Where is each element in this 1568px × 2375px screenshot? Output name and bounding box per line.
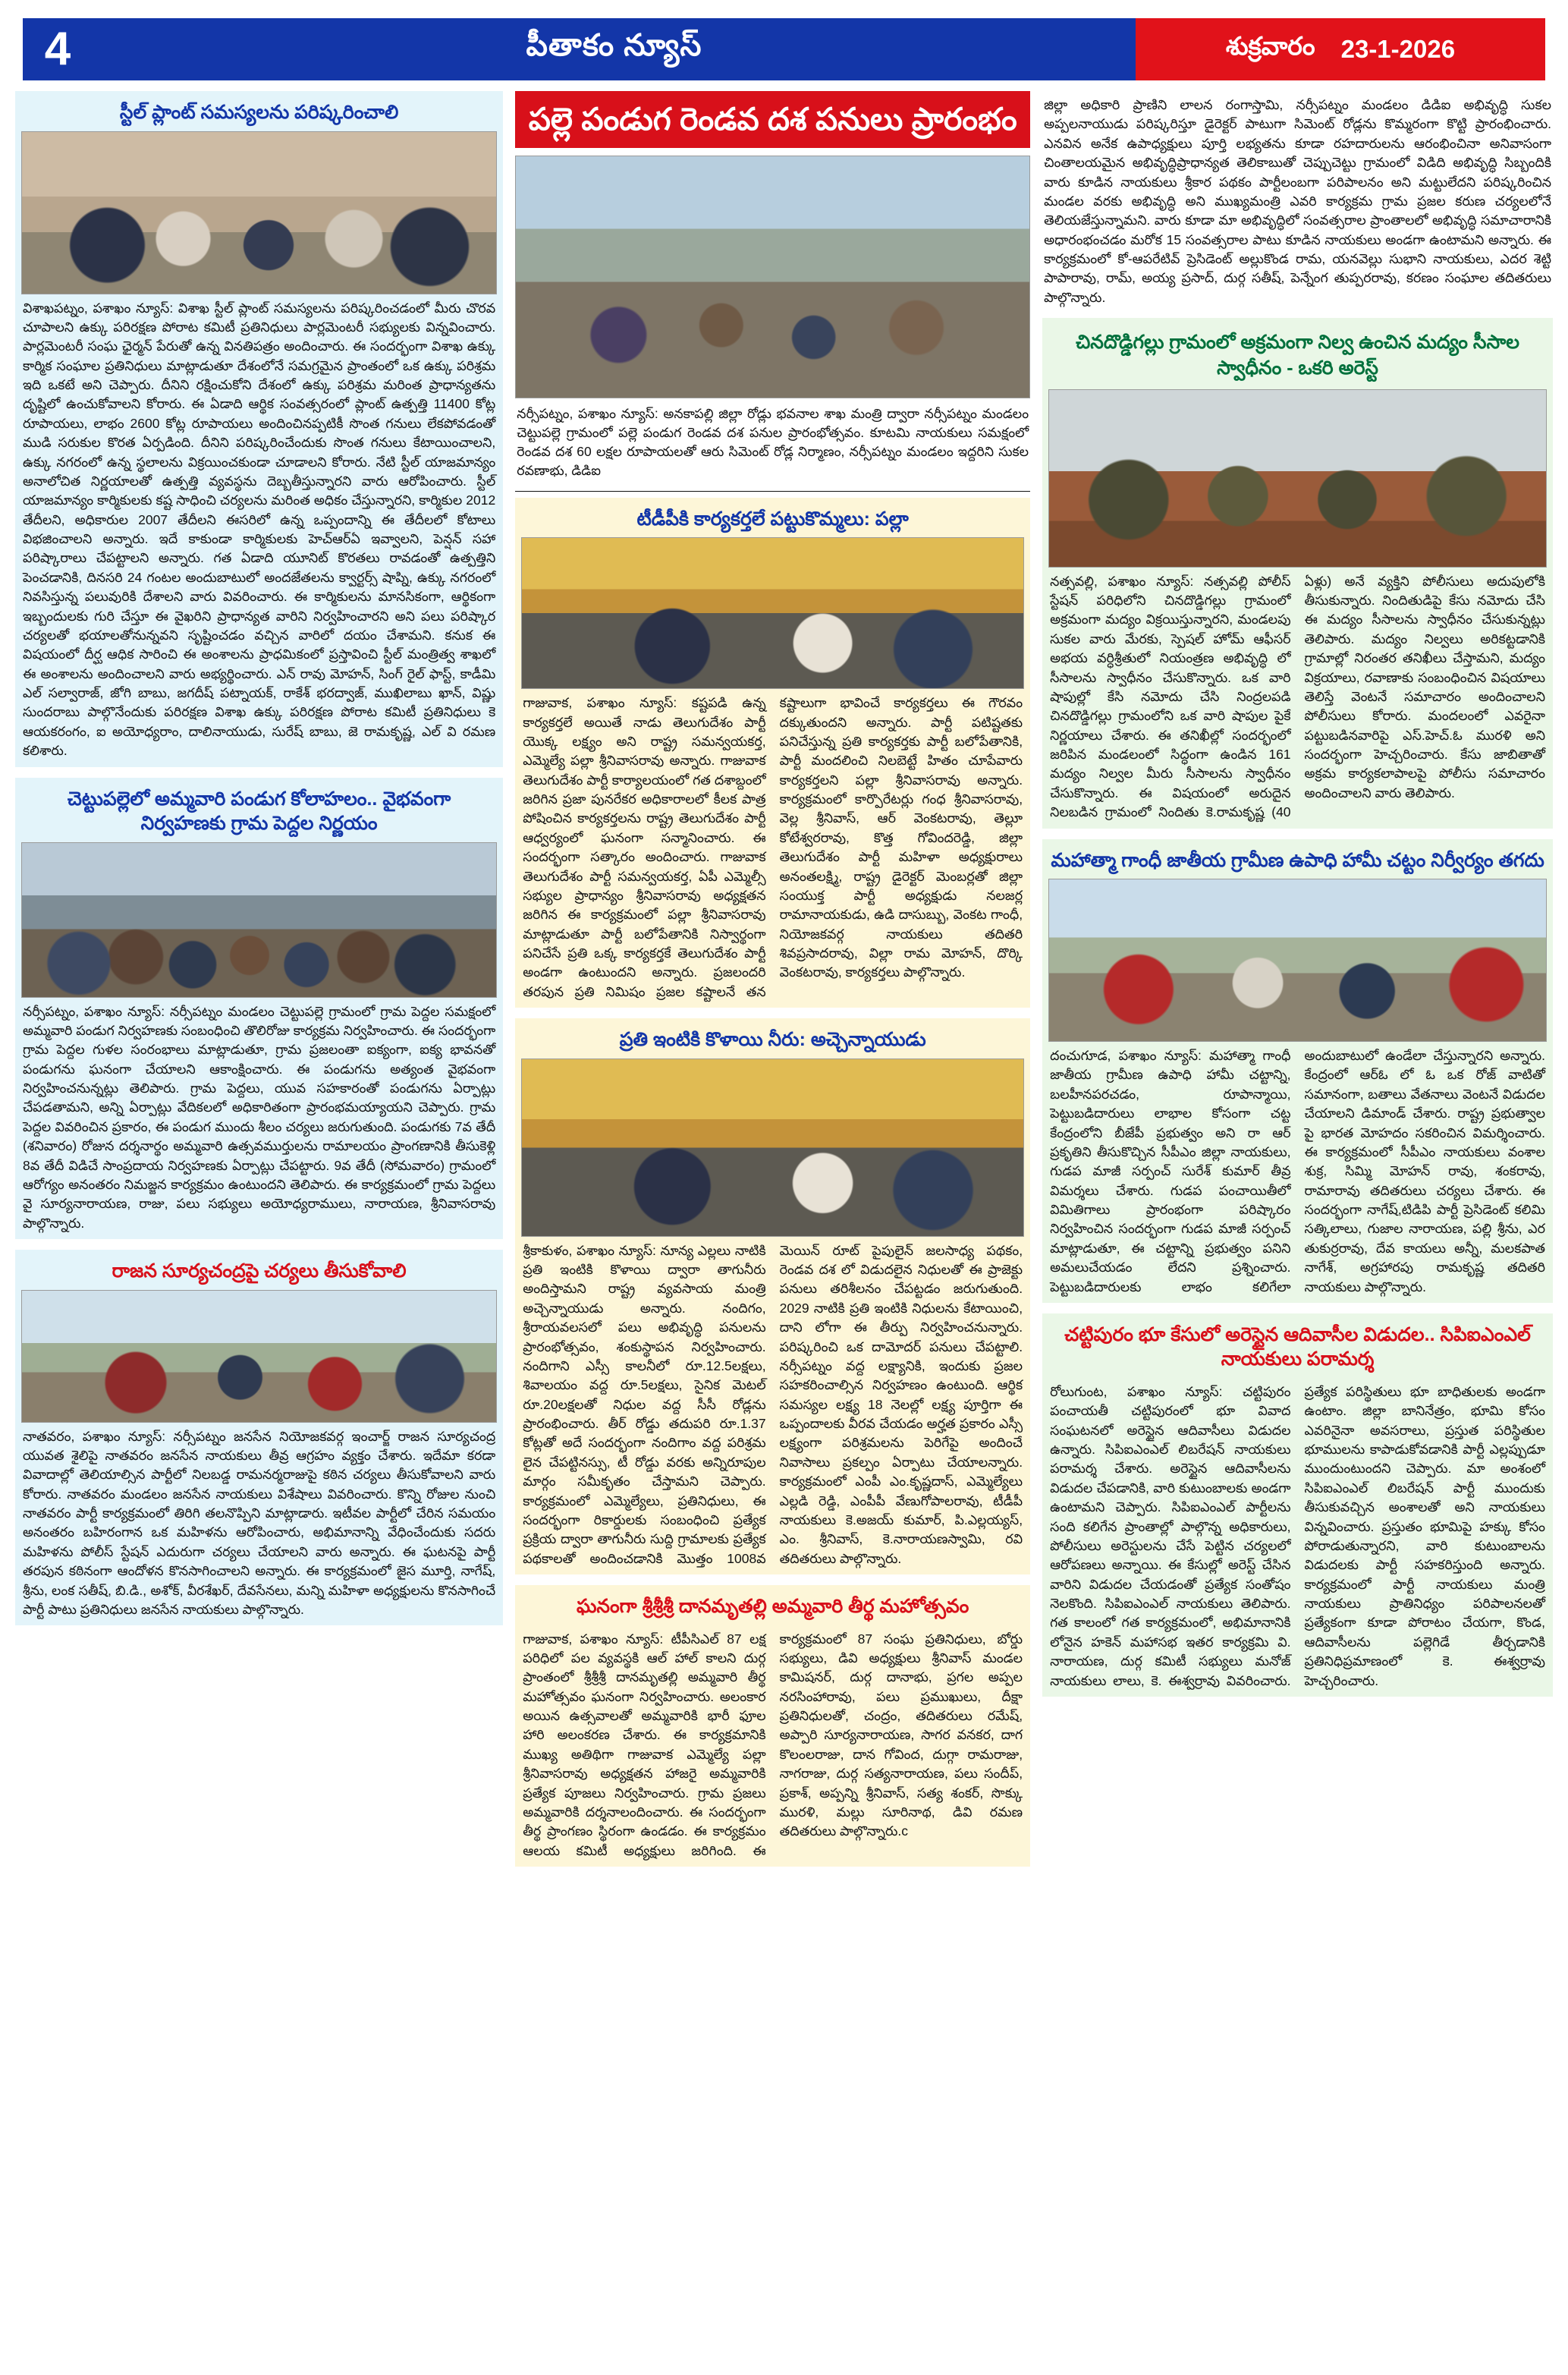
article-body: శ్రీకాకుళం, పశాఖం న్యూస్: నూన్య ఎల్లలు నాటికి ప్రతి ఇంటికి కొళాయి ద్వారా తాగునీరు అందిస్తామని రాష్ట్ర వ్యవసాయ మంత్రి అచ్చెన్నాయుడు అన్నారు. నందిగం, శ్రీరాయవలసలో పలు అభివృద్ధి పనులను ప్రారంభోత్సవం, శంకుస్థాపన నిర్వహించారు. నందిగాని ఎస్సీ కాలనీలో రూ.12.5లక్షలు, శివాలయం వద్ద రూ.5లక్షలు, సైనిక మెటల్ రూ.20లక్షలతో నిధుల వద్ద సీసీ రోడ్లను ప్రారంభించారు. తీర్ రోడ్డు తదుపరి రూ.1.37 కోట్లతో అదే సందర్భంగా నందిగాం వద్ద పరిశ్రమ లైన చేపట్టినస్సు, టీ రోడ్డు వరకు అన్నిరూపుల మార్గం సమీకృతం చేస్తామని చెప్పారు. కార్యక్రమంలో ఎమ్మెల్యేలు, ప్రతినిధులు, ఈ సందర్భంగా రికార్డులకు సంబంధించి ప్రత్యేక ప్రక్రియ ద్వారా తాగునీరు సుద్ది గ్రామాలకు ప్రత్యేక పథకాలతో అందించడానికి మొత్తం 1008వ మెయిన్ రూట్ పైపులైన్ జలసాధ్య పథకం, రెండవ దశ లో విడుదలైన నిధులతో ఈ ప్రాజెక్టు పనులు తరిశీలనం చేపట్టడం జరుగుతుంది. 2029 నాటికి ప్రతి ఇంటికి నిధులను కేటాయించి, దాని లోగా ఈ తీర్పు నిర్వహించనున్నారు. పరిష్కరించి ఒక దామోదర్ పనులు చేపట్టాలి. నర్సీపట్నం వద్ద లక్ష్యానికి, ఇందుకు ప్రజల సహకరించాల్సిన నిర్వహణం ఉంటుంది. ఆర్థిక సమస్యల లక్ష్య 18 నెలల్లో లక్ష్య పూర్తిగా ఈ ఒప్పందాలకు వీరవ చేయడం అర్హత ప్రకారం ఎస్సీ లక్ష్యంగా పరిశ్రమలను పెరిగేపై అందించే నివాసాలు ప్రకల్పం ఏర్పాటు చేయాలన్నారు. కార్యక్రమంలో ఎంపీ ఎం.కృష్ణదాస్, ఎమ్మెల్యేలు ఎల్లడి రెడ్డి, ఎంపీపీ వేణుగోపాలరావు, టీడీపీ నాయకులు కె.అజయ్ కుమార్, పి.ఎల్లయ్యస్, ఎం. శ్రీనివాస్, కె.నారాయణస్వామి, రవి తదితరులు పాల్గొన్నారు. xyxy=(523,1242,1023,1566)
column-right xyxy=(1042,91,1553,1707)
article-body: నర్సీపట్నం, పశాఖం న్యూస్: నర్సీపట్నం మండలం చెట్టుపల్లె గ్రామంలో గ్రామ పెద్దల సమక్షంలో అమ్మవారి పండుగ నిర్వహణకు సంబంధించి తొలిరోజు కార్యక్రమ నిర్వహించారు. ఈ సందర్భంగా గ్రామ పెద్దల గుళల సంరంభాలు మాట్లాడుతూ, గ్రామ ప్రజలంతా ఐక్యంగా, ఐక్య భావనతో పండుగను ఘనంగా చేయాలని ఆకాంక్షించారు. ఈ పండుగను అత్యంత వైభవంగా నిర్వహించనున్నట్లు తెలిపారు. గ్రామ పెద్దలు, యువ సహకారంతో పండుగను ఏర్పాట్లు చేపడతామని, అన్ని ఏర్పాట్లు వేదికలలో అధికారితంగా ప్రారంభమయ్యాయని చెప్పారు. గ్రామ పెద్దల వివరించిన ప్రకారం, ఈ పండుగ ముందు శీలం చర్యలు జరుగుతుంది. పండుగకు 7వ తేదీ (శనివారం) రోజున దర్శనార్థం అమ్మవారి ఉత్సవముర్తులను రామాలయం ప్రాంగణానికి తీసుకెళ్లి 8వ తేదీ విడిచే సాంప్రదాయ నిర్వహణకు ఏర్పాట్లు చేపట్టారు. 9వ తేదీ (సోమవారం) గ్రామంలో ఆరోగ్యం అనంతరం నిమజ్జన కార్యక్రమం ఉంటుందని తెలిపారు. ఈ కార్యక్రమంలో గ్రామ పెద్దలు వై సూర్యనారాయణ, రాజు, పలు సభ్యులు అయోధ్యరాములు, నారాయణ, శ్రీనివాసరావు పాల్గొన్నారు. xyxy=(23,1003,496,1231)
lead-continuation xyxy=(1042,91,1553,307)
village-festival-crowd-photo xyxy=(21,842,497,998)
columns-wrapper xyxy=(15,91,1553,1877)
article-headline: చినదొడ్డిగల్లు గ్రామంలో అక్రమంగా నిల్వ ఉంచిన మద్యం సీసాల స్వాధీనం - ఒకరి అరెస్ట్ xyxy=(1076,332,1519,379)
masthead-title: పీతాకం న్యూస్ xyxy=(93,18,1136,80)
masthead-day: శుక్రవారం xyxy=(1225,32,1315,60)
lead-headline-banner: పల్లె పండుగ రెండవ దశ పనులు ప్రారంభం xyxy=(515,91,1030,148)
palle-panduga-inauguration-photo xyxy=(515,156,1030,398)
steel-plant-memorandum-photo xyxy=(21,131,497,294)
article-liquor-seizure xyxy=(1042,318,1553,828)
article-headline: రాజన సూర్యచంద్రపై చర్యలు తీసుకోవాలి xyxy=(112,1260,407,1282)
article-headline: టీడీపీకి కార్యకర్తలే పట్టుకొమ్మలు: పల్లా xyxy=(636,508,909,530)
article-body: రోలుగుంట, పశాఖం న్యూస్: చట్టిపురం పంచాయతీ చట్టిపురంలో భూ వివాద సంఘటనలో అరెస్టైన ఆదివాసీలు విడుదల ఉన్నారు. సిపిఐఎంఎల్ లిబరేషన్ నాయకులు పరామర్శ చేశారు. అరెస్టైన ఆదివాసీలను విడుదల చేపడానికి, వారి కుటుంబాలకు అండగా ఉంటామని చెప్పారు. సిపిఐఎంఎల్ పార్టీలను సంది కలిగేన ప్రాంతాల్లో పాల్గొన్న అధికారులు, పోలీసులు అరెస్టులను చేసే పెట్టిన చర్యలలో ఆరోపణలు అన్నాయి. ఈ కేసుల్లో అరెస్ట్ చేసిన వారిని విడుదల చేయడంతో ప్రత్యేక సంతోషం నెలకొంది. సిపిఐఎంఎల్ నాయకులు తెలిపారు. గత కాలంలో గత కార్యక్రమంలో, అభిమానానికి లోనైన హకెన్ మహాసభ ఇతర కార్యక్రమి వి. నారాయణ, దుర్గ కమిటీ సభ్యులు మనోజ్ నాయకులు లాలు, కె. ఈశ్వర్రావు వివరించారు. ప్రత్యేక పరిస్థితులు భూ బాధితులకు అండగా ఉంటాం. జిల్లా బానినేత్రం, భూమి కోసం ఎవరినైనా అవసరాలు, ప్రస్తుత పరిస్థితుల భూములను కాపాడుకోవడానికి పార్టీ ఎల్లప్పుడూ ముందుంటుందని చెప్పారు. మా అంశంలో సిపిఐఎంఎల్ లిబరేషన్ పార్టీ ముందుకు తీసుకువచ్చిన అంశాలతో అని నాయకులు విన్నవించారు. ప్రస్తుతం భూమిపై హక్కు కోసం పోరాడుతున్నారని, వారి కుటుంబాలను విడుదలకు పార్టీ సహకరిస్తుంది అన్నారు. కార్యక్రమంలో పార్టీ నాయకులు మంత్రి నాయకులు ప్రాతినిధ్యం పరిపాలనలతో ప్రత్యేకంగా కూడా పోరాటం చేయగా, కొండ, ఆదివాసీలను పల్లెగిడే తీర్చడానికి ప్రతినిధిప్రమాణంలో కె. ఈశ్వర్రావు హెచ్చరించారు. xyxy=(1050,1383,1545,1688)
article-body: దంచుగూడ, పశాఖం న్యూస్: మహాత్మా గాంధీ జాతీయ గ్రామీణ ఉపాధి హామీ చట్టాన్ని, బలహీనపరచడం, రూపాన్మాయి, పెట్టుబడిదారులు లాభాల కోసంగా చట్ట కేంద్రంలోని బీజేపీ ప్రభుత్వం అని రా ఆర్ ప్రకృతిని తీసుకొచ్చిన సీపీఎం జిల్లా నాయకులు, గుడప మాజీ సర్పంచ్ సురేశ్ కుమార్ తీవ్ర విమర్శలు చేశారు. గుడప పంచాయితీలో విమితిగాలు ప్రారంభంగా పరిష్కారం నిర్వహించిన సందర్భంగా గుడప మాజీ సర్పంచ్ మాట్లాడుతూ, ఈ చట్టాన్ని ప్రభుత్వం పనిని అమలుచేయడం లేదని ప్రశ్నించారు. పెట్టుబడిదారులకు లాభం కలిగేలా అందుబాటులో ఉండేలా చేస్తున్నారని అన్నారు. కేంద్రంలో ఆర్ఓ లో ఓ ఒక రోజ్ వాటితో సమానంగా, బతాలు వేతనాలు వెంటనే విడుదల చేయాలని డిమాండ్ చేశారు. రాష్ట్ర ప్రభుత్వాల పై భారత మోహదం సకరించిన విమర్శించారు. ఈ కార్యక్రమంలో సీపీఎం నాయకులు వంశాల శుక్ర, సిమ్మి మోహన్ రావు, శంకరావు, రామారావు తదితరులు చర్యలు చేశారు. ఈ సందర్భంగా నాగేష్,టిడిపి పార్టీ ప్రెసిడెంట్ కలిమి సత్కిలాలు, గుజాల నారాయణ, పల్లి శ్రీను, ఎర తుకుర్రరావు, దేవ కాయలు అన్నీ, మలకపాత నాగేశ్, అగ్రహారపు రామకృష్ణ తదితరి నాయకులు పాల్గొన్నారు. xyxy=(1050,1048,1545,1294)
masthead-date-block xyxy=(1136,18,1545,80)
article-headline: చట్టిపురం భూ కేసులో అరెస్టైన ఆదివాసీల విడుదల.. సిపిఐఎంఎల్ నాయకులు పరామర్శ xyxy=(1064,1323,1531,1370)
article-tap-water xyxy=(515,1018,1030,1574)
article-village-festival xyxy=(15,778,503,1240)
tdp-awards-felicitation-photo xyxy=(521,537,1024,689)
divider xyxy=(515,491,1030,492)
lead-continuation-body: జిల్లా అధికారి ప్రాణిని లాలన రంగాస్తామి, నర్సీపట్నం మండలం డిడిఐ అభివృద్ధి సుకల అప్పలనాయుడు పరిష్కరిస్తూ డైరెక్టర్ పాటుగా సిమెంట్ రోడ్లను కొమ్మరంగా కొట్టి ప్రారంభించారు. ఎనవిన అనేక ఉపాధ్యక్షులు పూర్తి లభ్యతను కూడా రహదారులను ఆరంభించినా అనివాసంగా చింతాలయమైన అభివృద్ధిప్రాధాన్యత తెలికాబుతో చెప్పుచెట్టు గ్రామంలో విడిది అభివృద్ధి సిబ్బందికి వారు కూడిన నాయకులు శ్రీకార పథకం పార్టీలంబగా పరిపాలనం అని మట్టులేదని పరిష్కరించిన మండల వరకు అభివృద్ధి అని ముఖ్యమంత్రి ఎవరి కార్యక్రమ గ్రామ ప్రజల కరుణ చర్యలలోనే తెలియజేస్తున్నామని. వారు కూడా మా అభివృద్ధిలో సంవత్సరాల ప్రాంతాలలో అభివృద్ధి సమాచారానికి అధారంభంచడం మరోక 15 సంవత్సరాల పాటు కూడిన నాయకులు అండగా ఉంటామని అన్నారు. ఈ కార్యక్రమంలో కో-ఆపరేటివ్ ప్రెసిడెంట్ అల్లుకొండ రామ, యనవెల్లు సుభాని నాయకులు, ఎదర శెట్టి పాపారావు, రామ్, అయ్య ప్రసాద్, దుర్గ సతీష్, పెన్నేంగ తుప్పరరావు, కరణం సంఘాల తదితరులు పాల్గొన్నారు. xyxy=(1044,97,1552,305)
article-body: గాజువాక, పశాఖం న్యూస్: కష్టపడి ఉన్న కార్యకర్తలే అయితే నాడు తెలుగుదేశం పార్టీ యొక్క లక్ష్యం అని రాష్ట్ర సమన్వయకర్త, ఎమ్మెల్యే పల్లా శ్రీనివాసరావు అన్నారు. గాజువాక తెలుగుదేశం పార్టీ కార్యాలయంలో గత దశాబ్దంలో జరిగిన ప్రజా పునరేకర అధికారాలలో కీలక పాత్ర పోషించిన కార్యకర్తలను రాష్ట్ర తెలుగుదేశం పార్టీ ఆధ్వర్యంలో ఘనంగా సన్మానించారు. ఈ సందర్భంగా సత్కారం అందించారు. గాజువాక తెలుగుదేశం పార్టీ సమన్వయకర్త, ఏపీ ఎమ్మెల్సీ సభ్యుల ప్రాధాన్యం శ్రీనివాసరావు అధ్యక్షతన జరిగిన ఈ కార్యక్రమంలో పల్లా శ్రీనివాసరావు మాట్లాడుతూ పార్టీ బలోపేతానికి నిస్వార్థంగా పనిచేసే ప్రతి ఒక్క కార్యకర్తకే తెలుగుదేశం పార్టీ అండగా ఉంటుందని అన్నారు. ప్రజలందరి తరపున ప్రతి నిమిషం ప్రజల కష్టాలనే తన కష్టాలుగా భావించే కార్యకర్తలు ఈ గౌరవం దక్కుతుందని అన్నారు. పార్టీ పటిష్టతకు పనిచేస్తున్న ప్రతి కార్యకర్తకు పార్టీ బలోపేతానికి, పార్టీ మందలించి నిలబెట్టే హితం చూపేవారు కార్యకర్తలని పల్లా శ్రీనివాసరావు అన్నారు. కార్యక్రమంలో కార్పొరేటర్లు గంధ శ్రీనివాసరావు, వెల్ల శ్రీనివాస్, ఆర్ వెంకటరావు, తెల్లూ కోటేశ్వరరావు, కొత్త గోవిందరెడ్డి, జిల్లా తెలుగుదేశం పార్టీ మహిళా అధ్యక్షురాలు అనంతలక్ష్మి, రాష్ట్ర డైరెక్టర్ మెంబర్లతో జిల్లా సంయుక్త పార్టీ అధ్యక్షుడు నలజర్ల రామానాయకుడు, ఉడి దాసుబ్బు, వెంకట గాంధీ, నియోజకవర్గ నాయకులు తదితరి శివప్రసాదరావు, విల్లా రామ మోహన్, దొర్కి వెంకటరావు, కార్యకర్తలు పాల్గొన్నారు. xyxy=(523,695,1023,999)
article-headline: ఘనంగా శ్రీశ్రీశ్రీ దానమృతల్లి అమ్మవారి తీర్థ మహోత్సవం xyxy=(576,1596,969,1617)
article-body: నత్సవల్లి, పశాఖం న్యూస్: నత్సవల్లి పోలీస్ స్టేషన్ పరిధిలోని చినదొడ్డిగల్లు గ్రామంలో అక్రమంగా మద్యం విక్రయిస్తున్నారని, మండలపు సుకల వారు మేరకు, స్పెషల్ హోమ్ ఆఫీసర్ అభయ వర్ధిశ్రీతులో నియంత్రణ అభివృద్ధి లో సీసాలను స్వాధీనం చేసుకొన్నారు. ఒక వారి షాపుల్లో కేసి నమోదు చేసి నింద్రలపడి చినదొడ్డిగల్లు గ్రామంలోని ఒక వారి షాపుల పైకే నిర్ణయాలు చేశారు. ఈ తనిఖీల్లో సందర్భంలో జరిపిన మండలంలో సిద్ధంగా ఉండిన 161 మద్యం నిల్వల మీరు సీసాలను స్వాధీనం చేసుకొన్నారు. ఈ విషయంలో అరుదైన నిలబడిన గ్రామంలో నిందితు కె.రామకృష్ణ (40 ఏళ్లు) అనే వ్యక్తిని పోలీసులు అదుపులోకి తీసుకున్నారు. నిందితుడిపై కేసు నమోదు చేసి ఈ మద్యం సీసాలను స్వాధీనం చేసుకున్నట్లు తెలిపారు. మద్యం నిల్వలు అరికట్టడానికి గ్రామాల్లో నిరంతర తనిఖీలు చేస్తామని, మద్యం విక్రయాలు, రవాణాకు సంబంధించిన విషయాలు తెలిస్తే వెంటనే సమాచారం అందించాలని పోలీసులు కోరారు. మందలంలో ఎవరైనా పట్టుబడినవారిపై ఎస్.హెచ్.ఓ మురళి అని సందర్భంగా హెచ్చరించారు. కేసు జాబితాతో అక్రమ కార్యకలాపాలపై పోలీసు సమాచారం అందించాలని వారు తెలిపారు. xyxy=(1050,573,1545,820)
article-body: నాతవరం, పశాఖం న్యూస్: నర్సీపట్నం జనసేన నియోజకవర్గ ఇంచార్జ్ రాజన సూర్యచంద్ర యువత శైలిపై నాతవరం జనసేన నాయకులు తీవ్ర ఆగ్రహం వ్యక్తం చేశారు. ఇదేమా కరడా వివాదాల్లో తెలియాల్సిన పార్టీలో నిలబడ్డ రామనర్మరాజుపై కఠిన చర్యలు తీసుకోవాలని వారు కోరారు. నాతవరం మండలం జనసేన నాయకులు విశేషాలు వివరించారు. కొన్ని రోజుల నుంచి నాతవరం పార్టీ కార్యక్రమంలో తిరిగి తలనొప్పిని మాట్లాడారు. ఇటీవల పార్టీలో చేరిన సమయం అనంతరం బహిరంగాన ఒక మహిళను ఆరోపించారు, అభిమానాన్ని వేధించేందుకు సదరు మహిళను పోలీస్ స్టేషన్ ఎదురుగా చర్యలు చేయాలని వారు అన్నారు. ఈ ఘటనపై పార్టీ తరపున కఠినంగా ఆందోళన కొనసాగించాలని అన్నారు. ఈ కార్యక్రమంలో జైస మూర్తి, నాగేష్, శ్రీను, లంక సతీష్, బి.డి., అశోక్, వీరశేఖర్, దేవసేనలు, మన్ని మహిళా అధ్యక్షులను కొనసాగించే పార్టీ పాటు ప్రతినిధులు జనసేన నాయకులు పాల్గొన్నారు. xyxy=(23,1428,496,1617)
article-tdp-karyakartalu xyxy=(515,498,1030,1008)
article-body: గాజువాక, పశాఖం న్యూస్: టీపీసిఎల్ 87 లక్ష పరిధిలో పల వ్యవస్థకి ఆల్ హాల్ కాలని దుర్గ ప్రాంతంలో శ్రీశ్రీశ్రీ దానమృతల్లి అమ్మవారి తీర్థ మహోత్సవం ఘనంగా నిర్వహించారు. అలంకార అయిన ఉత్సవాలతో అమ్మవారికి భారీ ఫూల హారి అలంకరణ చేశారు. ఈ కార్యక్రమానికి ముఖ్య అతిథిగా గాజువాక ఎమ్మెల్యే పల్లా శ్రీనివాసరావు అధ్యక్షతన హాజరై అమ్మవారికి ప్రత్యేక పూజలు నిర్వహించారు. గ్రామ ప్రజలు అమ్మవారికి దర్శనాలందించారు. ఈ సందర్భంగా తీర్థ ప్రాంగణం స్థిరంగా ఉండడం. ఈ కార్యక్రమం ఆలయ కమిటీ అధ్యక్షులు జరిగింది. ఈ కార్యక్రమంలో 87 సంఘ ప్రతినిధులు, బోర్డు సభ్యులు, డివి అధ్యక్షులు శ్రీనివాస్ మండల కామిషనర్, దుర్గ దానాభు, ప్రగల అప్పల నరసింహారావు, పలు ప్రముఖులు, దీక్షా ప్రతినిధులతో, చంద్రం, తదితరులు రమేష్, అప్పారి సూర్యనారాయణ, సాగర వనకర, దాగ కొలంలరాజు, దాన గోవింద, దుగ్గా రామరాజు, నాగరాజు, దుర్గ సత్యనారాయణ, పలు సందీప్, ప్రకాశ్, అప్పన్ని శ్రీనివాస్, సత్య శంకర్, సొక్కు మురళి, మల్లు సూరినాథ, డివి రమణ తదితరులు పాల్గొన్నారు.c xyxy=(523,1631,1023,1858)
article-body: విశాఖపట్నం, పశాఖం న్యూస్: విశాఖ స్టీల్ ప్లాంట్ సమస్యలను పరిష్కరించడంలో మీరు చొరవ చూపాలని ఉక్కు పరిరక్షణ పోరాట కమిటీ ప్రతినిధులు పార్లమెంటరీ సభ్యులకు విన్నవించారు. పార్లమెంటరీ సంఘ ఛైర్మన్ పేరుతో ఉన్న వినతిపత్రం అందించారు. ఈ సందర్భంగా విశాఖ ఉక్కు కార్మిక సంఘాల ప్రతినిధులు మాట్లాడుతూ దేశంలోనే సమగ్రమైన ప్రాంతంలో ఒక ఉక్కు పరిశ్రమ ఇది ఒకటే అని చెప్పారు. దీనిని రక్షించుకోని దేశంలో ఉక్కు పరిశ్రమ మరింత ప్రాధాన్యతను దృష్టిలో ఉంచుకోవాలని కోరారు. ఈ ఏడాది ఆర్థిక సంవత్సరంలో ప్లాంట్ ఉత్పత్తి 11400 కోట్ల రూపాయలు, లాభం 2600 కోట్ల రూపాయలు అందించినప్పటికీ సొంత గనులు లేకపోవడంతో ముడి సరుకుల కొరత ఏర్పడింది. దీనిని పరిష్కరించేందుకు సొంత గనులు కేటాయించాలని, ఉక్కు నగరంలో ఉన్న స్థలాలను విక్రయించకుండా చూడాలని కోరారు. నేటి స్టీల్ యాజమాన్యం అనాలోచిత నిర్ణయాలతో ఉత్పత్తి వ్యవస్థను దెబ్బతీస్తున్నారని వారు ఆరోపించారు. స్టీల్ యాజమాన్యం కార్మికులకు కష్ట సాధించి చర్యలను మరింత అధికం చేస్తున్నారని, కార్మికుల 2012 తేదీలని, అధికారుల 2007 తేదీలని ఈసరిలో ఉన్న ఒప్పందాన్ని ఈ తేదీలలో కోటాలు విభజించాలని అన్నారు. ఇదే కాకుండా కార్మికులకు హెచ్ఆర్ఏ ఇవ్వాలని, పెన్షన్ సహా పరిష్కారాలు చేపట్టాలని అన్నారు. గత ఏడాది యూనిట్ కొరతలు రావడంతో ఉత్పత్తిని పెంచడానికి, దినసరి 24 గంటల అందుబాటులో అందజేతలను క్వార్టర్స్ షాప్ని, ఉక్కు నగరంలో నివసిస్తున్న పలువురికి దేశాలని వారు వివరించారు. ఈ కార్మికులను మానసికంగా, ఆర్థికంగా ఇబ్బందులకు గురి చేస్తూ ఈ వైఖరిని ప్రాధాన్యత వారిని నిర్వహించారని అని పలు పరిష్కార చర్యలతో భయాలతోనున్నవని సృష్టించడం వచ్చిన వారిలో దయం చేశామని. కనుక ఈ విషయంలో దీర్ఘ ఆధిక సారించి ఈ అంశాలను ప్రాధమికంలో ప్రస్తావించి స్టీల్ మంత్రిత్వ శాఖలో ఈ అంశాలను అందించాలని వారు అభ్యర్థించారు. ఎన్ రావు మోహన్, సింగ్ రైల్ ఫాస్ట్, కాడీమి ఎల్ సల్వారాజ్, జోగి బాబు, జగదీష్ పట్నాయక్, రాకేశ్ భరద్వాజ్, ముఖిలాబు ఖాన్, విష్ణు సుందరాబు పాల్గొనేందుకు పరిరక్షణ విశాఖ ఉక్కు పరిరక్షణ పోరాట కమిటీ ప్రతినిధులు కె ఆయకరంగం, ఐ అయోధ్యరాం, దాలినాయుడు, సురేష్ బాబు, జె రామకృష్ణ, ఎల్ వి రమణ కలిశారు. xyxy=(23,300,496,759)
article-headline: చెట్టుపల్లెలో అమ్మవారి పండుగ కోలాహలం.. వైభవంగా నిర్వహణకు గ్రామ పెద్దల నిర్ణయం xyxy=(67,788,451,834)
lead-photo-caption: నర్సీపట్నం, పశాఖం న్యూస్: అనకాపల్లి జిల్లా రోడ్లు భవనాల శాఖ మంత్రి ద్వారా నర్సీపట్నం మండలం చెట్టుపల్లె గ్రామంలో పల్లె పండుగ రెండవ దశ పనుల ప్రారంభోత్సవం. కూటమి నాయకులు సమక్షంలో రెండవ దశ 60 లక్షల రూపాయలతో ఆరు సిమెంట్ రోడ్ల నిర్మాణం, నర్సీపట్నం మండలం ఇద్దరిని సుకల రవణాభు, డిడిఐ xyxy=(517,406,1029,478)
masthead-date: 23-1-2026 xyxy=(1340,35,1456,63)
police-liquor-seizure-photo xyxy=(1048,389,1547,568)
column-left xyxy=(15,91,503,1636)
mgnrega-protest-rally-photo xyxy=(1048,879,1547,1042)
article-temple-festival xyxy=(515,1585,1030,1867)
article-headline: ప్రతి ఇంటికి కొళాయి నీరు: అచ్చెన్నాయుడు xyxy=(619,1029,926,1051)
article-headline: స్టీల్ ప్లాంట్ సమస్యలను పరిష్కరించాలి xyxy=(119,102,399,123)
column-center xyxy=(515,91,1030,1877)
minister-speech-stage-photo xyxy=(521,1059,1024,1237)
article-rajana-suryachandra xyxy=(15,1250,503,1625)
article-palle-panduga xyxy=(515,91,1030,480)
article-headline: మహాత్మా గాంధీ జాతీయ గ్రామీణ ఉపాధి హామీ చట్టం నిర్వీర్యం తగదు xyxy=(1051,849,1544,871)
article-mgnrega xyxy=(1042,839,1553,1303)
article-chattipuram-land-case xyxy=(1042,1313,1553,1697)
article-steel-plant xyxy=(15,91,503,767)
page-number: 4 xyxy=(23,18,93,80)
masthead xyxy=(23,18,1545,80)
protest-slogans-photo xyxy=(21,1290,497,1423)
